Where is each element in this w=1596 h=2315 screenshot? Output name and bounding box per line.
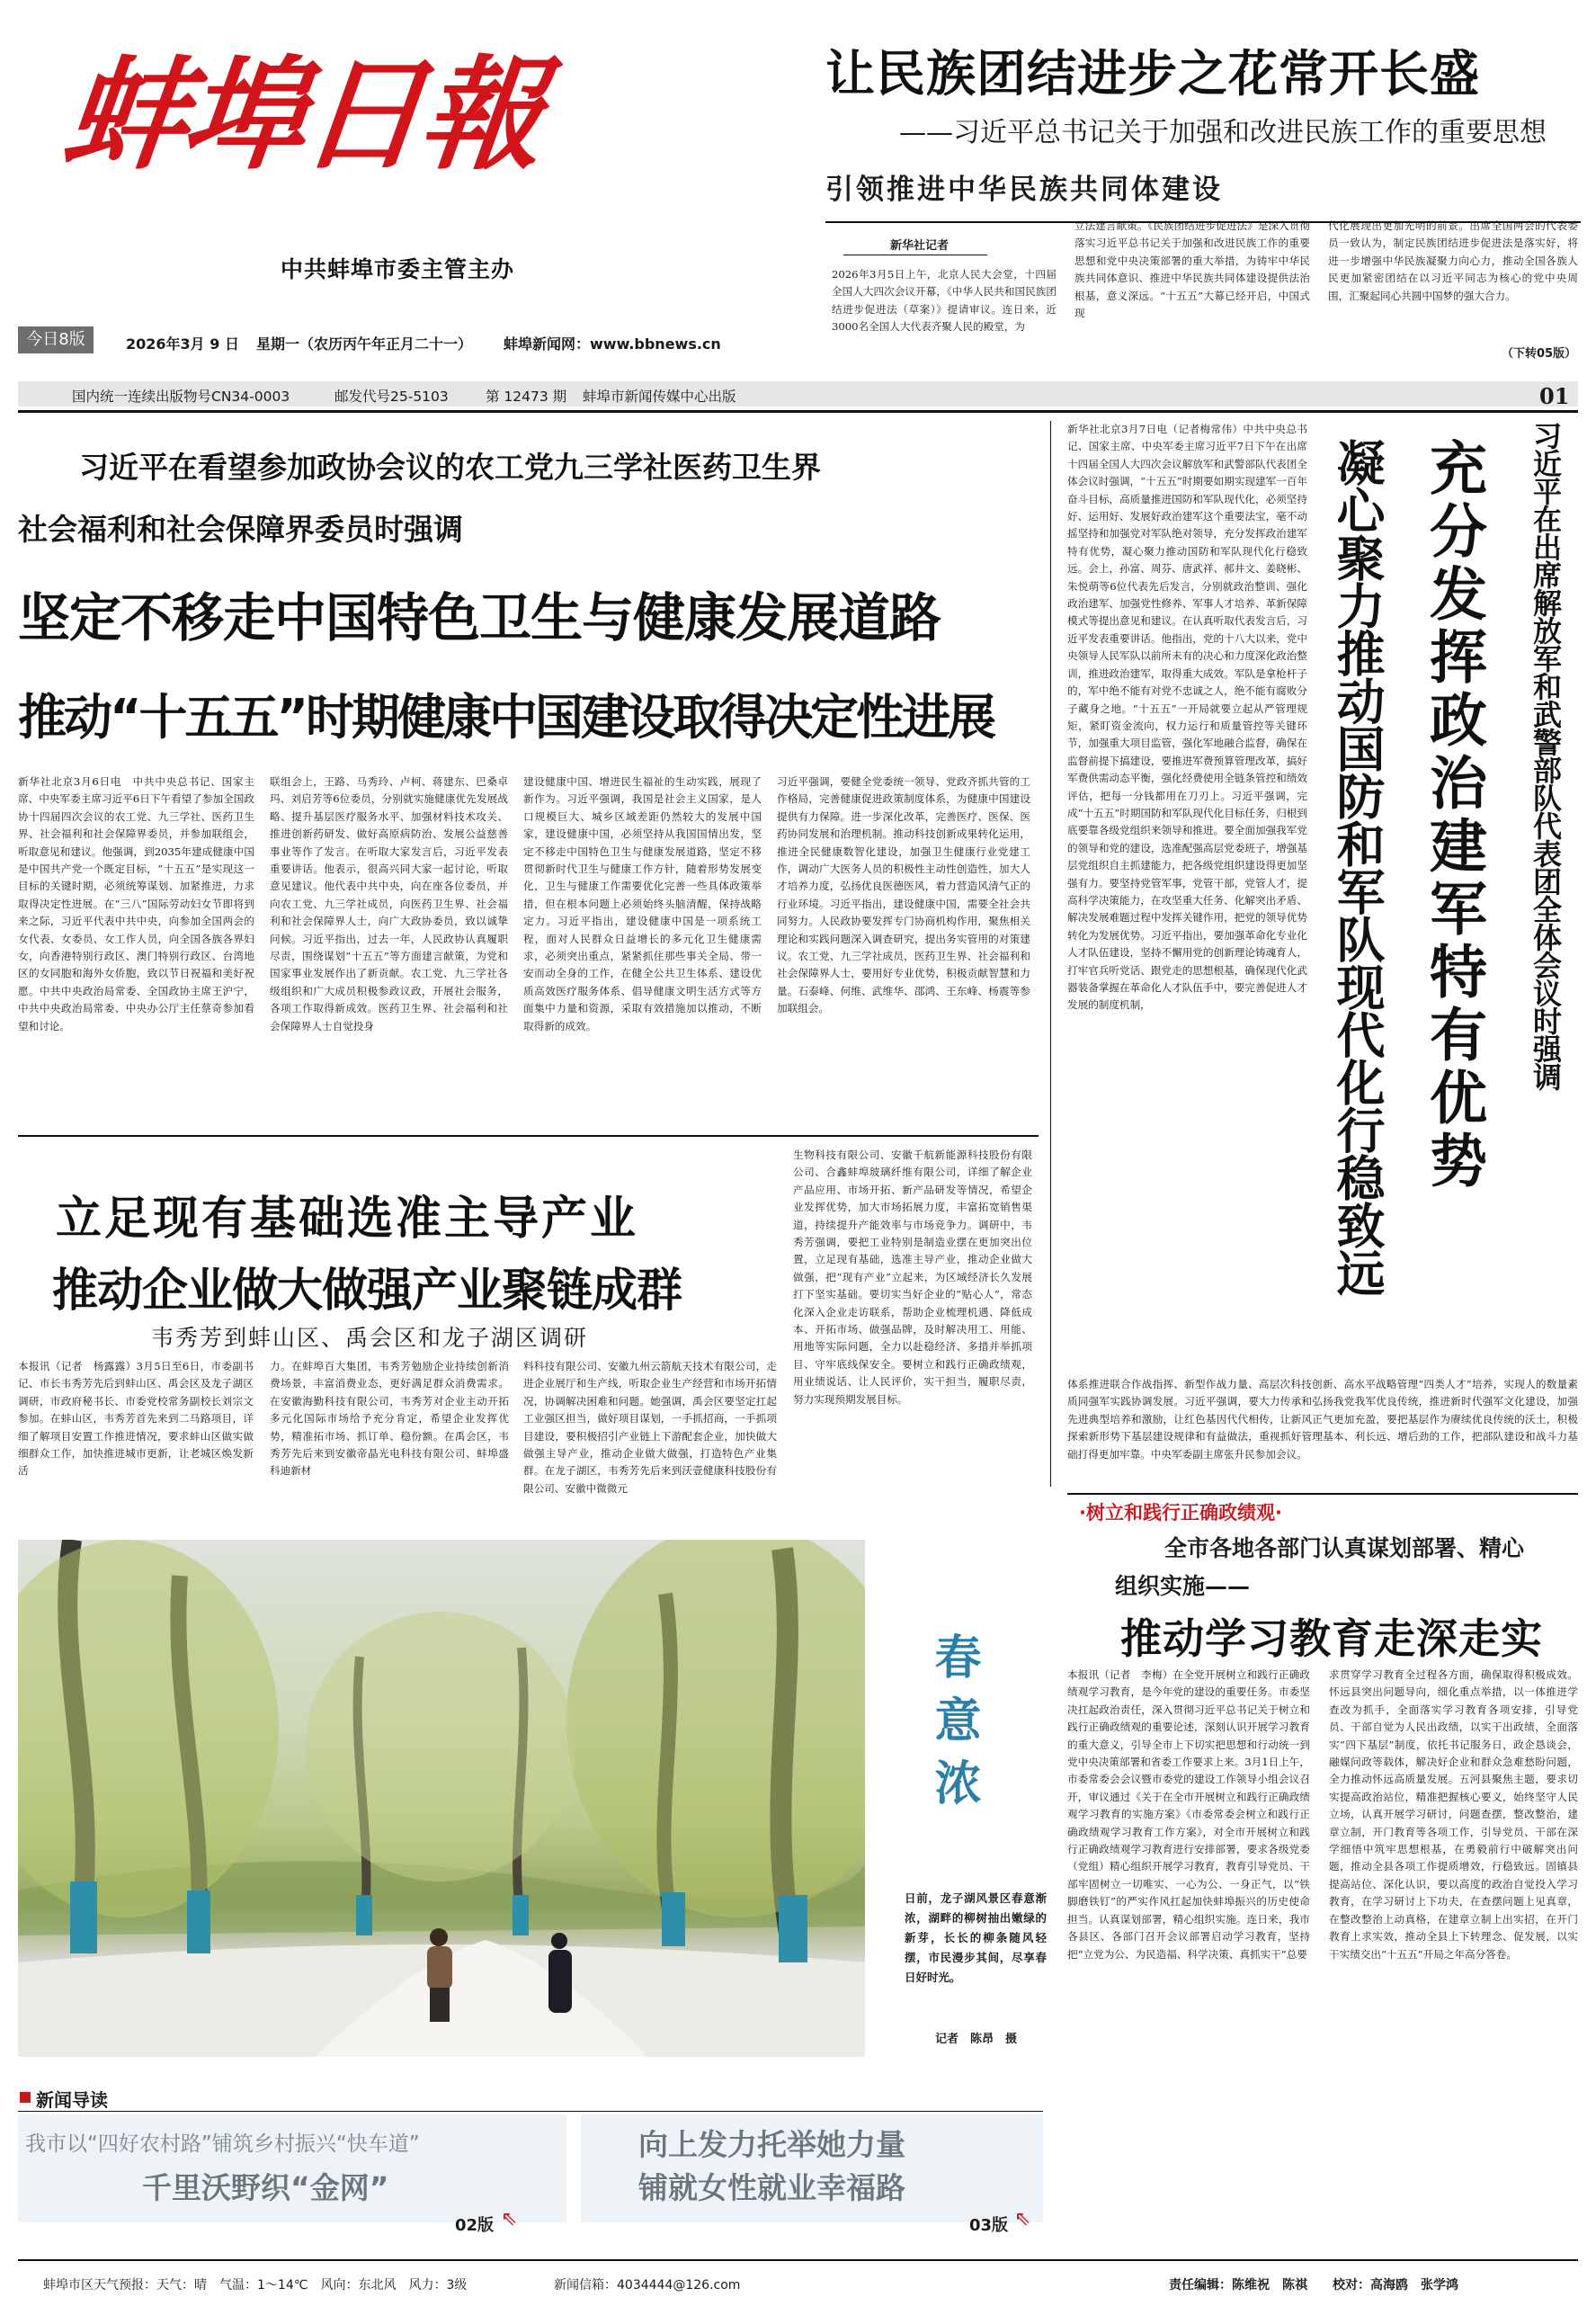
right-title-1: 充分发挥政治建军特有优势 bbox=[1420, 438, 1486, 1193]
masthead-rule bbox=[18, 410, 1578, 413]
top-story-col-2: 立法建言献策。《民族团结进步促进法》是深入贯彻落实习近平总书记关于加强和改进民族工作的重要思想和党中央决策部署的重大举措，为铸牢中华民族共同体意识、推进中华民族共同体建设提供法治根基，意义深远。“十五五”大幕已经开启，中国式现 bbox=[1074, 219, 1310, 320]
masthead bbox=[0, 0, 1596, 414]
newspaper-logo: 蚌埠日報 bbox=[57, 43, 548, 187]
page-number: 01 bbox=[1539, 383, 1570, 409]
second-subtitle: 韦秀芳到蚌山区、禹会区和龙子湖区调研 bbox=[151, 1325, 589, 1351]
nav-item-1-title[interactable]: 千里沃野织“金网” bbox=[142, 2170, 389, 2205]
top-story-subtitle-2: 引领推进中华民族共同体建设 bbox=[825, 174, 1223, 206]
sponsor-line: 中共蚌埠市委主管主办 bbox=[281, 256, 515, 282]
lead-bottom-rule bbox=[18, 1135, 1039, 1137]
lead-col-1: 新华社北京3月6日电 中共中央总书记、国家主席、中央军委主席习近平6日下午看望了参加全国政协十四届四次会议的农工党、九三学社、医药卫生界、社会福利和社会保障界委员，并参加联组会，听取意见和建议。他强调，到2035年建成健康中国是中国共产党一个既定目标，“十五五”是实现这一目标的关键时期，必须统筹谋划、加紧推进，力求取得决定性进展。在“三八”国际劳动妇女节即将到来之际，习近平代表中共中央，向参加全国两会的女代表、女委员、女工作人员，向全国各族各界妇女，向香港特别行政区、澳门特别行政区、台湾地区的女同胞和海外女侨胞，致以节日祝福和美好祝愿。中共中央政治局常委、全国政协主席王沪宁，中共中央政治局常委、中央办公厅主任蔡奇参加看望和讨论。 bbox=[18, 775, 254, 1032]
website: 蚌埠新闻网：www.bbnews.cn bbox=[504, 335, 721, 353]
right-kicker: 习近平在出席解放军和武警部队代表团全体会议时强调 bbox=[1529, 421, 1563, 1090]
lead-kicker-1: 习近平在看望参加政协会议的农工党九三学社医药卫生界 bbox=[79, 450, 821, 485]
lead-col-3: 建设健康中国、增进民生福祉的生动实践，展现了新作为。习近平强调，我国是社会主义国家，是人口规模巨大、城乡区域差距仍然较大的发展中国家，建设健康中国，必须坚持从我国国情出发，坚定不移走中国特色卫生与健康发展道路，坚定不移贯彻新时代卫生与健康工作方针，随着形势发展变化，卫生与健康工作需要优化完善一些具体政策举措，但在根本问题上必须始终头脑清醒，保持战略定力。习近平指出，建设健康中国是一项系统工程，面对人民群众日益增长的多元化卫生健康需求，必须突出重点，紧紧抓住那些事关全局、带一安而动全身的工作，在健全公共卫生体系、建设优质高效医疗服务体系、倡导健康文明生活方式等方面集中力量和资源，采取有效措施加以推动，不断取得新的成效。 bbox=[523, 775, 762, 1032]
nav-item-2-page[interactable]: 03版 bbox=[969, 2216, 1009, 2235]
nav-item-2-title-2[interactable]: 铺就女性就业幸福路 bbox=[638, 2170, 905, 2205]
lead-title-1: 坚定不移走中国特色卫生与健康发展道路 bbox=[18, 587, 941, 648]
right-col-wide: 体系推进联合作战指挥、新型作战力量、高层次科技创新、高水平战略管理“四类人才”培养，实现人的数量素质同强军实践协调发展。习近平强调，要大力传承和弘扬我党我军优良传统，推进新时代强军文化建设，加强先进典型培养和激励，让红色基因代代相传，让新风正气更加充盈，要把基层作为赓续优良传统的沃土，积极探索新形势下基层建设规律和有益做法，重视抓好管理基本、利长远、增后劲的工作，把部队建设和战斗力基础打得更加牢靠。中央军委副主席张升民参加会议。 bbox=[1067, 1378, 1578, 1461]
third-story-top-rule bbox=[1067, 1493, 1578, 1495]
weekday-lunar: 星期一（农历丙午年正月二十一） bbox=[256, 335, 473, 353]
second-col-1: 本报讯（记者 杨露露）3月5日至6日，市委副书记、市长韦秀芳先后到蚌山区、禹会区及龙子湖区调研，市政府秘书长、市委党校常务副校长刘宗文参加。在蚌山区，韦秀芳首先来到二马路项目，详细了解项目安置工作推进情况，要求蚌山区做实做细群众工作，加快推进城市更新，让老城区焕发新活 bbox=[18, 1360, 254, 1478]
lead-col-4: 习近平强调，要健全党委统一领导、党政齐抓共管的工作格局，完善健康促进政策制度体系，为健康中国建设提供有力保障。进一步深化改革，完善医疗、医保、医药协同发展和治理机制。推动科技创新成果转化运用，推进全民健康数智化建设，加强卫生健康行业党建工作，调动广大医务人员的积极性主动性创造性，加大人才培养力度，弘扬优良医德医风，着力营造风清气正的行业环境。习近平指出，建设健康中国，需要全社会共同努力。人民政协要发挥专门协商机构作用，聚焦相关理论和实践问题深入调查研究，提出务实管用的对策建议。农工党、九三学社成员，医药卫生界、社会福利和社会保障界人士，要用好专业优势，积极贡献智慧和力量。石泰峰、何维、武维华、邵鸿、王东峰、杨震等参加联组会。 bbox=[777, 775, 1030, 1015]
second-title-1: 立足现有基础选准主导产业 bbox=[56, 1193, 639, 1246]
nav-item-1-page[interactable]: 02版 bbox=[455, 2216, 495, 2235]
second-col-4: 生物科技有限公司、安徽千航新能源科技股份有限公司、合鑫蚌埠玻璃纤维有限公司，详细了解企业产品应用、市场开拓、新产品研发等情况，希望企业发挥优势，加大市场拓展力度，丰富拓宽销售渠道，持续提升产能效率与市场竞争力。调研中，韦秀芳强调，要把工业特别是制造业摆在更加突出位置，立足现有基础，选准主导产业，推动企业做大做强，把“现有产业”立起来，为区域经济长久发展打下坚实基础。要切实当好企业的“贴心人”，常态化深入企业走访联系，帮助企业梳理机遇、降低成本、开拓市场、做强品牌，及时解决用工、用能、用地等实际问题，全力以赴稳经济、多措并举抓项目、守牢底线保安全。要树立和践行正确政绩观，用业绩说话、让人民评价，实干担当，履职尽责，努力实现预期发展目标。 bbox=[793, 1149, 1032, 1406]
photo-illustration bbox=[18, 1540, 865, 2057]
lead-kicker-2: 社会福利和社会保障界委员时强调 bbox=[18, 512, 463, 547]
spring-willow-photo bbox=[18, 1540, 865, 2057]
third-kicker-2: 组织实施—— bbox=[1115, 1573, 1251, 1599]
arrow-icon: ⇖ bbox=[1014, 2208, 1031, 2230]
news-nav-rule bbox=[18, 2111, 1043, 2112]
nav-item-2-title-1[interactable]: 向上发力托举她力量 bbox=[638, 2127, 905, 2162]
third-col-2: 求贯穿学习教育全过程各方面，确保取得积极成效。怀远县突出问题导向，细化重点举措，以一体推进学查改为抓手，全面落实学习教育各项安排，引导党员、干部自觉为人民出政绩，以实干出政绩，全面落实“四下基层”制度，依托书记服务日，政企恳谈会，融媒问政等载体，解决好企业和群众急难愁盼问题，全力推动怀远高质量发展。五河县聚焦主题，要求切实提高政治站位，精准把握核心要义，始终坚守人民立场，认真开展学习研讨，问题查摆，整改整治，建章立制，开门教育等各项工作，引导党员、干部在深学细悟中筑牢思想根基，在勇毅前行中破解突出问题，推动全县各项工作提质增效，行稳致远。固镇县提高站位、深化认识，要以高度的政治自觉投入学习教育，在学习研讨上下功夫，在查摆问题上见真章，在整改整治上动真格，在建章立制上出实招，在开门教育上求实效，推动全县上下转理念、促发展，以实干实绩交出“十五五”开局之年高分答卷。 bbox=[1329, 1668, 1578, 1961]
issue-number: 第 12473 期 bbox=[486, 389, 567, 405]
second-col-3: 料科技有限公司、安徽九州云箭航天技术有限公司，走进企业展厅和生产线，听取企业生产经营和市场开拓情况，协调解决困难和问题。她强调，禹会区要坚定扛起工业强区担当，做好项目谋划，一手抓招商，一手抓项目建设，要积极招引产业链上下游配套企业，加快做大做强主导产业，推动企业做大做强，打造特色产业集群。在龙子湖区，韦秀芳先后来到沃壹健康科技股份有限公司、安徽中微微元 bbox=[523, 1360, 777, 1495]
top-story-byline: 新华社记者 bbox=[890, 239, 950, 253]
third-title: 推动学习教育走深走实 bbox=[1120, 1614, 1543, 1663]
arrow-icon: ⇖ bbox=[501, 2208, 518, 2230]
third-col-1: 本报讯（记者 李梅）在全党开展树立和践行正确政绩观学习教育，是今年党的建设的重要任务。市委坚决扛起政治责任，深入贯彻习近平总书记关于树立和践行正确政绩观的重要论述，深刻认识开展学习教育的重大意义，引导全市上下切实把思想和行动统一到党中央决策部署和省委工作要求上来。3月1日上午，市委常委会会议暨市委党的建设工作领导小组会议召开，审议通过《关于在全市开展树立和践行正确政绩观学习教育的实施方案》《市委常委会树立和践行正确政绩观学习教育工作方案》，对全市开展树立和践行正确政绩观学习教育进行安排部署，要求各级党委（党组）精心组织开展学习教育，教育引导党员、干部牢固树立一切唯实、一心为公、一身正气，以“铁脚磨铁钉”的严实作风扛起加快蚌埠振兴的历史使命担当。认真谋划部署，精心组织实施。连日来，我市各县区、各部门召开会议部署启动学习教育，坚持把“立党为公、为民造福、科学决策、真抓实干”总要 bbox=[1067, 1668, 1310, 1961]
photo-caption: 日前，龙子湖风景区春意渐浓，湖畔的柳树抽出嫩绿的新芽，长长的柳条随风轻摆，市民漫步其间，尽享春日好时光。 bbox=[905, 1891, 1047, 1984]
column-divider bbox=[1050, 421, 1051, 1487]
second-col-2: 力。在蚌埠百大集团，韦秀芳勉励企业持续创新消费场景，丰富消费业态，更好满足群众消费需求。在安徽海勤科技有限公司，韦秀芳对企业主动开拓多元化国际市场给予充分肯定，希望企业发挥优势，精准拓市场、抓订单、稳份额。在禹会区，韦秀芳先后来到安徽帝晶光电科技有限公司、蚌埠盛科迪新材 bbox=[270, 1360, 509, 1478]
postal-code: 邮发代号25-5103 bbox=[334, 389, 449, 405]
lead-title-2: 推动“十五五”时期健康中国建设取得决定性进展 bbox=[18, 689, 994, 746]
top-story-col-3: 代化展现出更加光明的前景。出席全国两会的代表委员一致认为，制定民族团结进步促进法是落实好，将进一步增强中华民族凝聚力向心力，推动全国各族人民更加紧密团结在以习近平同志为核心的党中央周围，汇聚起同心共圆中国梦的强大合力。 bbox=[1328, 219, 1578, 302]
top-story-col-1: 2026年3月5日上午，北京人民大会堂，十四届全国人大四次会议开幕，《中华人民共和国民族团结进步促进法（草案）》提请审议。连日来，近3000名全国人大代表齐聚人民的殿堂，为 bbox=[832, 268, 1057, 334]
editors: 责任编辑：陈维祝 陈祺 校对：高海鸥 张学鸿 bbox=[1169, 2278, 1458, 2293]
third-kicker-1: 全市各地各部门认真谋划部署、精心 bbox=[1164, 1535, 1525, 1561]
second-title-2: 推动企业做大做强产业聚链成群 bbox=[52, 1265, 682, 1318]
footer-rule bbox=[18, 2259, 1578, 2261]
top-story-subtitle: ——习近平总书记关于加强和改进民族工作的重要思想 bbox=[899, 117, 1547, 148]
news-nav-label: 新闻导读 bbox=[36, 2089, 108, 2111]
publisher: 蚌埠市新闻传媒中心出版 bbox=[583, 389, 736, 405]
column-tag: ·树立和践行正确政绩观· bbox=[1079, 1502, 1282, 1524]
news-nav-marker bbox=[20, 2092, 31, 2103]
news-nav bbox=[18, 2082, 1043, 2248]
photo-vertical-title: 春意浓 bbox=[926, 1632, 980, 1821]
pages-badge: 今日8版 bbox=[18, 326, 94, 353]
top-story-jump: （下转05版） bbox=[1502, 347, 1577, 361]
issue-date: 2026年3月 9 日 bbox=[126, 335, 239, 353]
lead-col-2: 联组会上，王路、马秀玲、卢柯、蒋建东、巴桑卓玛、刘启芳等6位委员，分别就实施健康优先发展战略、提升基层医疗服务水平、加强材料技术攻关、推进创新药研发、做好高原病防治、发展公益慈善事业等作了发言。在听取大家发言后，习近平发表重要讲话。他表示，很高兴同大家一起讨论，听取意见建议。他代表中共中央，向在座各位委员，并向农工党、九三学社成员，向医药卫生界、社会福利和社会保障界人士，向广大政协委员，致以诚挚问候。习近平指出，过去一年，人民政协认真履职尽责，围绕谋划“十五五”等方面建言献策，为党和国家事业发展作出了新贡献。农工党、九三学社各级组织和广大成员积极参政议政，开展社会服务，各项工作取得新成效。医药卫生界、社会福利和社会保障界人士自觉投身 bbox=[270, 775, 508, 1032]
person-left bbox=[427, 1928, 452, 2022]
person-right bbox=[548, 1933, 572, 2013]
news-email: 新闻信箱：4034444@126.com bbox=[554, 2278, 741, 2293]
nav-item-1-kicker[interactable]: 我市以“四好农村路”铺筑乡村振兴“快车道” bbox=[25, 2132, 420, 2156]
right-title-2: 凝心聚力推动国防和军队现代化行稳致远 bbox=[1329, 438, 1386, 1296]
issn: 国内统一连续出版物号CN34-0003 bbox=[72, 389, 290, 405]
weather-forecast: 蚌埠市区天气预报：天气：晴 气温：1～14℃ 风向：东北风 风力：3级 bbox=[43, 2278, 468, 2293]
right-col-top: 新华社北京3月7日电（记者梅常伟）中共中央总书记、国家主席、中央军委主席习近平7日下午在出席十四届全国人大四次会议解放军和武警部队代表团全体会议时强调，“十五五”时期要如期实现建军一百年奋斗目标，高质量推进国防和军队现代化，必须坚持好、运用好、发展好政治建军这个重要法宝，毫不动摇坚持和加强党对军队绝对领导，充分发挥政治建军特有优势，凝心聚力推动国防和军队现代化行稳致远。会上，孙富、周芬、唐武祥、郝井文、姜晓彬、朱悦萌等6位代表先后发言，分别就政治整训、强化政治建军、加强党性修养、军事人才培养、革新保障模式等提出意见和建议。在认真听取代表发言后，习近平发表重要讲话。他指出，党的十八大以来，党中央领导人民军队以前所未有的决心和力度深化政治整训，推进政治建军，取得重大成效。军队是拿枪杆子的，军中绝不能有对党不忠诚之人，绝不能有腐败分子藏身之地。“十五五”一开局就要立起从严管理规矩，紧盯资金流向，权力运行和质量管控等关键环节，加强重大项目监管，强化军地融合监督，确保在监督前提下搞建设，要推进军费预算管理改革，搞好军费供需动态平衡，强化经费使用全链条管控和绩效评估，把每一分钱都用在刀刃上。习近平强调，完成“十五五”时期国防和军队现代化目标任务，归根到底要靠各级党组织来领导和推进。要全面加强我军党的领导和党的建设，选准配强高层党委班子，增强基层党组织自主抓建能力，把各级党组织建设得更加坚强有力。要坚持党管军事，党管干部，党管人才，提高科学决策能力，在攻坚重大任务、化解突出矛盾、解决发展难题过程中发挥关键作用，把党的领导优势转化为发展优势。习近平指出，要加强革命化专业化人才队伍建设，坚持不懈用党的创新理论铸魂育人，打牢官兵听党话、跟党走的思想根基，确保现代化武器装备掌握在革命化人才队伍手中，要完善促进人才发展的制度机制， bbox=[1067, 423, 1307, 1012]
top-story-title: 让民族团结进步之花常开长盛 bbox=[825, 45, 1481, 103]
photo-credit: 记者 陈昂 摄 bbox=[935, 2033, 1018, 2046]
